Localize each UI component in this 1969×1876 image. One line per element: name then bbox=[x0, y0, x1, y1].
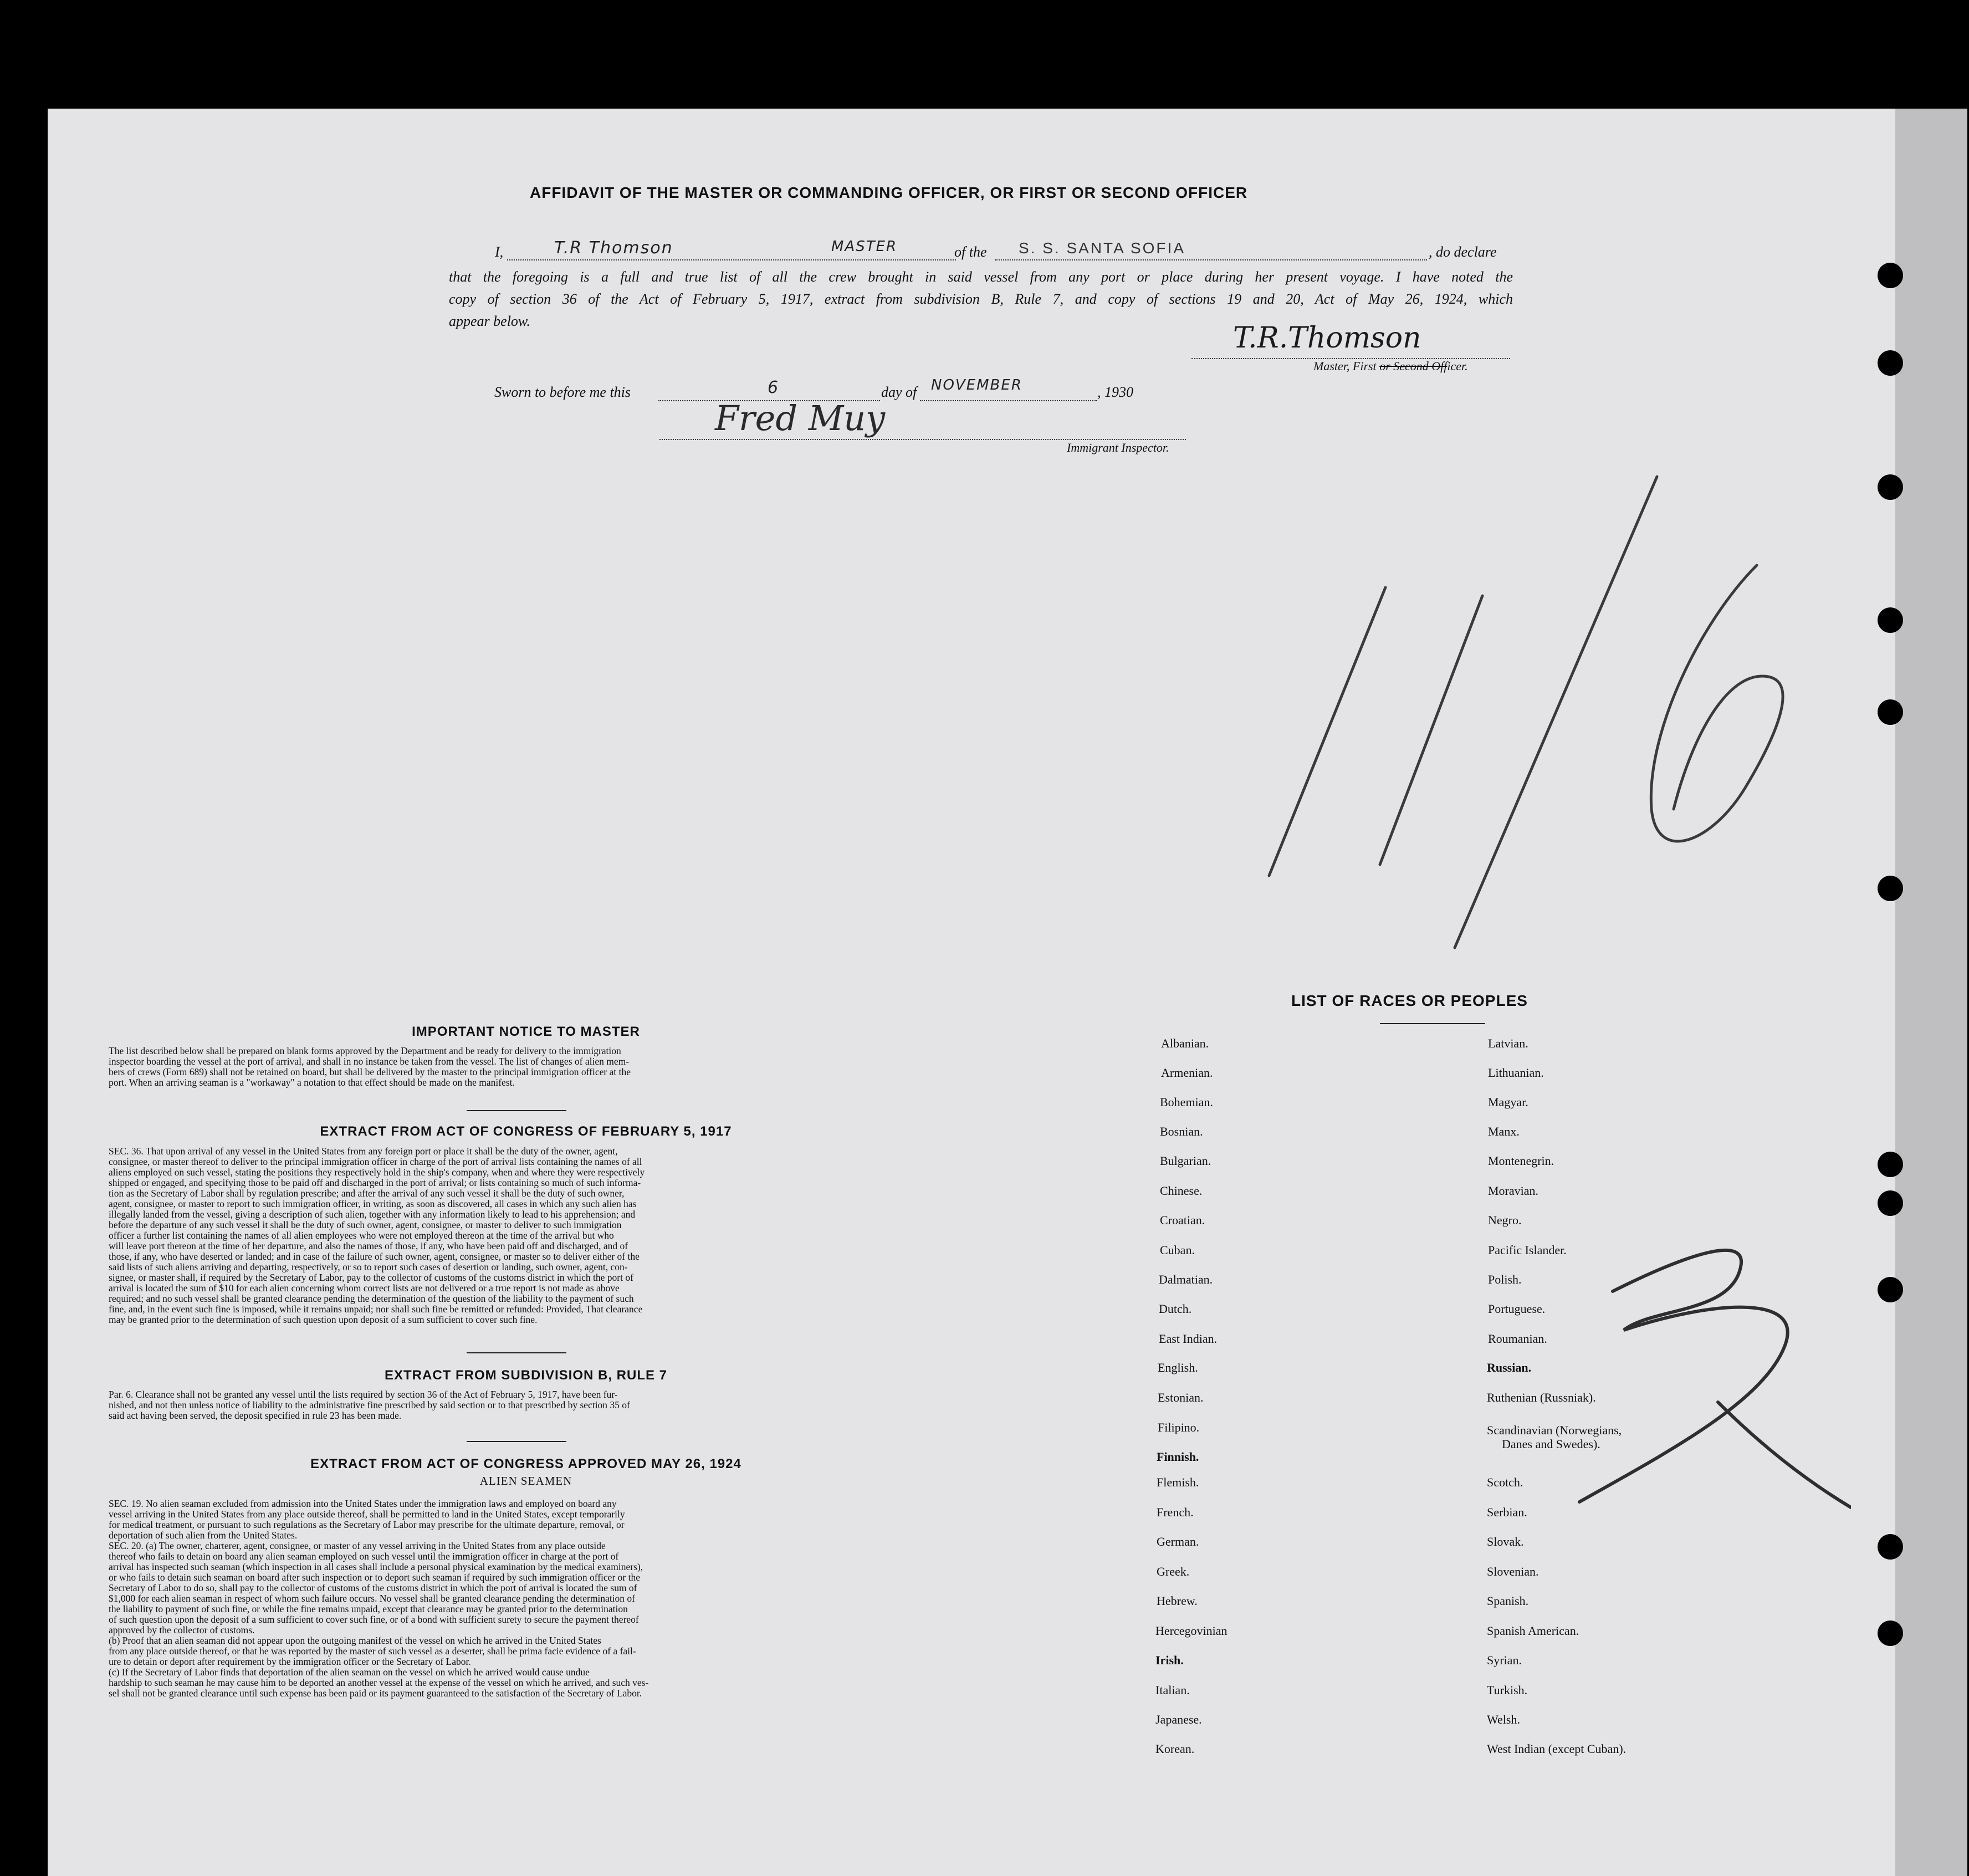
divider bbox=[467, 1110, 566, 1111]
extract-line: approved by the collector of customs. bbox=[109, 1624, 255, 1635]
race-item: Ruthenian (Russniak). bbox=[1487, 1391, 1596, 1404]
race-item: German. bbox=[1157, 1535, 1199, 1548]
extract-line: or who fails to detain such seaman on board after such inspection or to deport such seaman if required by such immigration officer or the bbox=[109, 1572, 640, 1583]
race-item: Finnish. bbox=[1157, 1450, 1199, 1464]
affidavit-title: AFFIDAVIT OF THE MASTER OR COMMANDING OFFICER, OR FIRST OR SECOND OFFICER bbox=[530, 184, 1248, 201]
of-the-label: of the bbox=[954, 244, 987, 260]
race-item: Turkish. bbox=[1487, 1683, 1528, 1697]
race-item: Danes and Swedes). bbox=[1502, 1437, 1600, 1451]
punch-hole bbox=[1878, 263, 1903, 288]
race-item: Bulgarian. bbox=[1160, 1154, 1211, 1168]
race-item: Scandinavian (Norwegians, bbox=[1487, 1423, 1622, 1437]
affidavit-i: I, bbox=[495, 244, 504, 260]
race-item: Dalmatian. bbox=[1159, 1272, 1213, 1286]
extract-line: before the departure of any such vessel it shall be the duty of such owner, agent, consignee, or master to deliver to such immigration bbox=[109, 1219, 622, 1230]
extract-1924-subtitle: ALIEN SEAMEN bbox=[479, 1474, 572, 1487]
master-caption-suffix: icer. bbox=[1447, 359, 1468, 373]
races-title: LIST OF RACES OR PEOPLES bbox=[1291, 992, 1528, 1009]
extract-line: vessel arriving in the United States from any place outside thereof, shall be permitted to land in the United States, except temporarily bbox=[109, 1509, 625, 1520]
notice-line: inspector boarding the vessel at the port of arrival, and shall in no instance be taken from the vessel. The list of changes of alien mem- bbox=[109, 1056, 630, 1067]
extract-line: of such question upon the deposit of a sum sufficient to cover such fine, or of a bond with sufficient surety to secure the payment thereof bbox=[109, 1614, 639, 1625]
race-item: Cuban. bbox=[1160, 1243, 1195, 1257]
day-of-label: day of bbox=[881, 384, 917, 400]
punch-hole bbox=[1878, 607, 1903, 633]
notice-body bbox=[109, 1046, 915, 1088]
race-item: Dutch. bbox=[1159, 1302, 1192, 1316]
master-rank: MASTER bbox=[831, 238, 898, 255]
extract-line: the liability to payment of such fine, or while the fine remains unpaid, except that clearance may be granted prior to the determination bbox=[109, 1603, 628, 1614]
divider bbox=[1380, 1023, 1485, 1024]
race-item: East Indian. bbox=[1159, 1332, 1218, 1346]
race-item: French. bbox=[1157, 1505, 1194, 1519]
inspector-caption: Immigrant Inspector. bbox=[1067, 441, 1169, 454]
race-item: Slovak. bbox=[1487, 1535, 1524, 1548]
pencil-stroke bbox=[1455, 477, 1657, 948]
race-item: Magyar. bbox=[1488, 1095, 1528, 1109]
pencil-stroke bbox=[1651, 565, 1783, 841]
punch-hole bbox=[1878, 1152, 1903, 1177]
vessel-name-stamp: S. S. SANTA SOFIA bbox=[1019, 239, 1185, 257]
race-item: Korean. bbox=[1155, 1742, 1195, 1756]
master-caption-struck: or Second Off bbox=[1379, 359, 1448, 373]
affidavit-body-line: that the foregoing is a full and true list of all the crew brought in said vessel from any port or place during her present voyage. I have noted the bbox=[449, 269, 1513, 285]
sworn-year: , 1930 bbox=[1097, 384, 1133, 400]
race-item: Japanese. bbox=[1155, 1713, 1202, 1726]
extract-line: will leave port thereon at the time of her departure, and also the names of those, if any, who have been paid off and discharged, and of bbox=[109, 1240, 628, 1251]
rule-7-title: EXTRACT FROM SUBDIVISION B, RULE 7 bbox=[384, 1368, 668, 1383]
race-item: Irish. bbox=[1155, 1653, 1184, 1667]
race-item: Scotch. bbox=[1487, 1475, 1523, 1489]
extract-line: illegally landed from the vessel, giving a description of such alien, together with any information likely to lead to his apprehension; and bbox=[109, 1209, 636, 1220]
extract-line: may be granted prior to the determination of such question upon deposit of a sum sufficient to cover such fine. bbox=[109, 1314, 538, 1325]
master-caption bbox=[1313, 359, 1468, 374]
race-item: Albanian. bbox=[1161, 1036, 1209, 1050]
inspector-signature: Fred Muy bbox=[715, 398, 886, 438]
punch-hole bbox=[1878, 699, 1903, 725]
affidavit-body-line: copy of section 36 of the Act of February 5, 1917, extract from subdivision B, Rule 7, and copy of sections 19 and 20, Act of May 26, 1924, which bbox=[449, 291, 1513, 307]
extract-1917-body bbox=[109, 1146, 915, 1325]
extract-line: required; and no such vessel shall be granted clearance pending the determination of the question of the liability to the payment of such bbox=[109, 1293, 634, 1304]
race-item: Bosnian. bbox=[1160, 1124, 1203, 1138]
extract-line: for medical treatment, or pursuant to such regulations as the Secretary of Labor may prescribe for the ultimate departure, removal, or bbox=[109, 1519, 625, 1530]
extract-line: said lists of such aliens arriving and departing, respectively, or so to report such cases of desertion or landing, such owner, agent, con- bbox=[109, 1261, 628, 1272]
race-item: Armenian. bbox=[1161, 1066, 1213, 1080]
race-item: Portuguese. bbox=[1488, 1302, 1546, 1316]
extract-line: (b) Proof that an alien seaman did not appear upon the outgoing manifest of the vessel on which he arrived in the United States bbox=[109, 1635, 601, 1646]
pencil-stroke bbox=[1718, 1402, 1851, 1507]
punch-hole bbox=[1878, 1621, 1903, 1646]
pencil-annotation bbox=[1247, 454, 1884, 953]
extract-line: from any place outside thereof, or that he was reported by the master of such vessel as a deserter, shall be prima facie evidence of a fail- bbox=[109, 1645, 636, 1657]
race-item: Montenegrin. bbox=[1488, 1154, 1554, 1168]
extract-line: deportation of such alien from the United States. bbox=[109, 1530, 298, 1541]
sworn-month-line bbox=[920, 400, 1097, 401]
race-item: Lithuanian. bbox=[1488, 1066, 1544, 1080]
race-item: Bohemian. bbox=[1160, 1095, 1213, 1109]
race-item: Polish. bbox=[1488, 1272, 1522, 1286]
extract-line: aliens employed on such vessel, stating the positions they respectively hold in the ship's company, when and where they were respectively bbox=[109, 1167, 645, 1178]
inspector-signature-line bbox=[659, 439, 1186, 440]
race-item: Slovenian. bbox=[1487, 1565, 1539, 1578]
punch-hole bbox=[1878, 1534, 1903, 1560]
race-item: Estonian. bbox=[1158, 1391, 1204, 1404]
pencil-stroke bbox=[1269, 587, 1385, 876]
name-line bbox=[507, 259, 956, 260]
extract-line: signee, or master shall, if required by the Secretary of Labor, pay to the collector of customs of the customs district in which the port of bbox=[109, 1272, 633, 1283]
race-item: Welsh. bbox=[1487, 1713, 1520, 1726]
extract-line: thereof who fails to detain on board any alien seaman employed on such vessel until the immigration officer in charge at the port of bbox=[109, 1551, 619, 1562]
punch-hole bbox=[1878, 1190, 1903, 1216]
extract-line: those, if any, who have deserted or landed; and in case of the failure of such owner, agent, consignee, or master so to deliver either of the bbox=[109, 1251, 640, 1262]
race-item: Filipino. bbox=[1158, 1420, 1200, 1434]
punch-hole bbox=[1878, 474, 1903, 500]
rule-7-body bbox=[109, 1389, 915, 1421]
race-item: Manx. bbox=[1488, 1124, 1520, 1138]
race-item: Greek. bbox=[1157, 1565, 1190, 1578]
notice-line: bers of crews (Form 689) shall not be retained on board, but shall be delivered by the master to the principal immigration officer at the bbox=[109, 1066, 631, 1077]
race-item: Hercegovinian bbox=[1155, 1624, 1228, 1638]
notice-title: IMPORTANT NOTICE TO MASTER bbox=[412, 1024, 640, 1039]
race-item: Serbian. bbox=[1487, 1505, 1527, 1519]
extract-line: tion as the Secretary of Labor shall by regulation prescribe; and after the arrival of any such vessel it shall be the duty of such owner, bbox=[109, 1188, 625, 1199]
extract-1924-title: EXTRACT FROM ACT OF CONGRESS APPROVED MAY 26, 1924 bbox=[310, 1456, 741, 1471]
affidavit-body-line: appear below. bbox=[449, 313, 530, 329]
race-item: Syrian. bbox=[1487, 1653, 1522, 1667]
sworn-label: Sworn to before me this bbox=[494, 384, 631, 400]
divider bbox=[467, 1352, 566, 1353]
race-item: Chinese. bbox=[1160, 1184, 1203, 1198]
race-item: Russian. bbox=[1487, 1361, 1532, 1374]
extract-line: ure to detain or deport after requirement by the immigration officer or the Secretary of Labor. bbox=[109, 1656, 471, 1667]
extract-line: hardship to such seaman he may cause him to be deported an another vessel at the expense of the vessel on which he arrived, and such ves- bbox=[109, 1677, 649, 1688]
sworn-day: 6 bbox=[768, 378, 780, 397]
extract-line: fine, and, in the event such fine is imposed, while it remains unpaid; nor shall such fine be remitted or refunded: Provided, That clearance bbox=[109, 1304, 643, 1315]
extract-line: arrival is located the sum of $10 for each alien concerning whom correct lists are not delivered or a true report is not made as above bbox=[109, 1282, 620, 1294]
rule-7-line: Par. 6. Clearance shall not be granted any vessel until the lists required by section 36 of the Act of February 5, 1917, have been fur- bbox=[109, 1389, 618, 1400]
race-item: Spanish. bbox=[1487, 1594, 1529, 1608]
extract-line: agent, consignee, or master to report to such immigration officer, in writing, as soon as discovered, all cases in which any such alien has bbox=[109, 1198, 637, 1209]
divider bbox=[467, 1441, 566, 1442]
extract-1924-body bbox=[109, 1499, 915, 1699]
race-item: Spanish American. bbox=[1487, 1624, 1579, 1638]
extract-line: (c) If the Secretary of Labor finds that deportation of the alien seaman on the vessel on which he arrived would cause undue bbox=[109, 1667, 590, 1678]
punch-hole bbox=[1878, 876, 1903, 901]
do-declare-label: , do declare bbox=[1429, 244, 1497, 260]
pencil-stroke bbox=[1579, 1250, 1788, 1502]
extract-line: SEC. 36. That upon arrival of any vessel in the United States from any foreign port or place it shall be the duty of the owner, agent, bbox=[109, 1146, 618, 1157]
race-item: Pacific Islander. bbox=[1488, 1243, 1567, 1257]
race-item: Flemish. bbox=[1157, 1475, 1199, 1489]
notice-line: port. When an arriving seaman is a "workaway" a notation to that effect should be made on the manifest. bbox=[109, 1077, 515, 1088]
extract-line: $1,000 for each alien seaman in respect of whom such failure occurs. No vessel shall be granted clearance pending the determination of bbox=[109, 1593, 635, 1604]
race-item: Hebrew. bbox=[1157, 1594, 1198, 1608]
pencil-stroke bbox=[1380, 596, 1482, 865]
extract-line: arrival has inspected such seaman (which inspection in all cases shall include a personal physical examination by the medical examiners), bbox=[109, 1561, 643, 1572]
master-name: T.R Thomson bbox=[554, 238, 673, 258]
race-item: Latvian. bbox=[1488, 1036, 1528, 1050]
rule-7-line: said act having been served, the deposit specified in rule 23 has been made. bbox=[109, 1410, 402, 1421]
extract-line: shipped or engaged, and specifying those to be paid off and discharged in the port of arrival; or lists containing so much of such informa- bbox=[109, 1177, 641, 1188]
master-caption-prefix: Master, First bbox=[1313, 359, 1377, 373]
punch-hole bbox=[1878, 1277, 1903, 1302]
race-item: Croatian. bbox=[1160, 1213, 1205, 1227]
race-item: Moravian. bbox=[1488, 1184, 1539, 1198]
pencil-annotation-small bbox=[1541, 1219, 1851, 1530]
race-item: Roumanian. bbox=[1488, 1332, 1547, 1346]
extract-1917-title: EXTRACT FROM ACT OF CONGRESS OF FEBRUARY 5, 1917 bbox=[320, 1124, 732, 1139]
sworn-month: NOVEMBER bbox=[931, 377, 1022, 393]
punch-hole bbox=[1878, 350, 1903, 376]
page-edge bbox=[1895, 109, 1967, 1876]
rule-7-line: nished, and not then unless notice of liability to the administrative fine prescribed by said section or to that prescribed by section 35 of bbox=[109, 1399, 630, 1410]
race-item: Negro. bbox=[1488, 1213, 1522, 1227]
extract-line: SEC. 20. (a) The owner, charterer, agent, consignee, or master of any vessel arriving in the United States from any place outside bbox=[109, 1540, 606, 1551]
extract-line: consignee, or master thereof to deliver to the principal immigration officer in charge of the port of arrival lists containing the names of all bbox=[109, 1156, 642, 1167]
extract-line: officer a further list containing the names of all alien employees who were not employed thereon at the time of the arrival but who bbox=[109, 1230, 614, 1241]
race-item: Italian. bbox=[1155, 1683, 1190, 1697]
master-signature: T.R.Thomson bbox=[1233, 321, 1421, 355]
notice-line: The list described below shall be prepared on blank forms approved by the Department and be ready for delivery to the immigration bbox=[109, 1045, 621, 1056]
vessel-line bbox=[995, 259, 1427, 260]
extract-line: SEC. 19. No alien seaman excluded from admission into the United States under the immigration laws and employed on board any bbox=[109, 1498, 617, 1509]
race-item: West Indian (except Cuban). bbox=[1487, 1742, 1627, 1756]
extract-line: Secretary of Labor to do so, shall pay to the collector of customs of the customs district in which the port of arrival is located the sum of bbox=[109, 1582, 637, 1593]
extract-line: sel shall not be granted clearance until such expense has been paid or its payment guaranteed to the satisfaction of the Secretary of Labor. bbox=[109, 1688, 642, 1699]
race-item: English. bbox=[1158, 1361, 1198, 1374]
